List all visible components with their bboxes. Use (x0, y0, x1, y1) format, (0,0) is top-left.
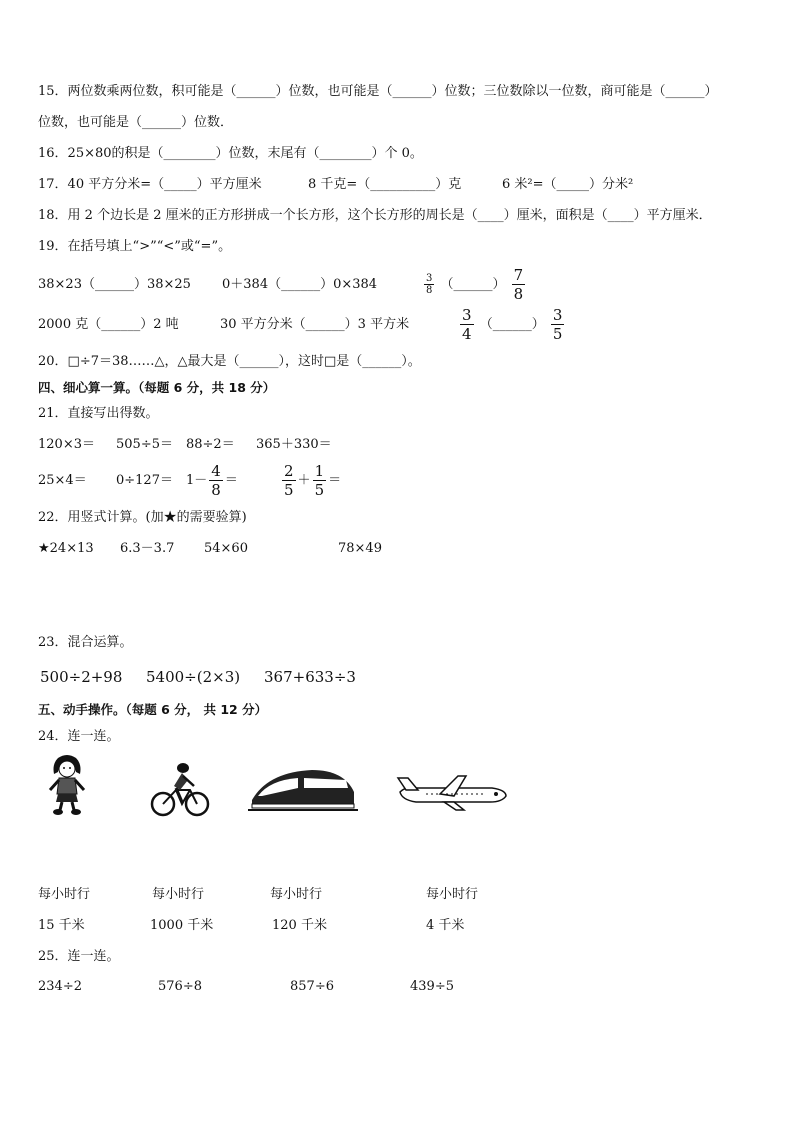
q19-b1: 2000 克（______）2 吨 (38, 317, 179, 332)
q22-item: ★24×13 (38, 541, 94, 556)
q19-b3: $\frac{3}{4}$ （______） $\frac{3}{5}$ (462, 306, 563, 343)
q21-title: 21．直接写出得数。 (38, 406, 159, 421)
speed-label: 每小时行 (270, 887, 323, 902)
speed-value: 120 千米 (272, 918, 327, 933)
q21-r1-0: 120×3＝ (38, 437, 95, 452)
section-5-heading: 五、动手操作。（每题 6 分， 共 12 分） (38, 702, 268, 717)
q19-a1: 38×23（______）38×25 (38, 277, 191, 292)
q17-c: 6 米²=（_____）分米² (502, 177, 634, 192)
q21-r1-2: 88÷2＝ (186, 437, 235, 452)
q22-title: 22．用竖式计算。(加★的需要验算) (38, 510, 247, 525)
cyclist-icon (150, 760, 210, 818)
q23-item: 367+633÷3 (264, 668, 356, 686)
q21-r2b: 0÷127＝ (116, 473, 173, 488)
q17-a: 17．40 平方分米=（_____）平方厘米 (38, 177, 262, 192)
q21-r1-3: 365＋330＝ (256, 437, 332, 452)
q21-r2c: 1－ $\frac{4}{8}$ ＝ (186, 462, 238, 499)
q17-b: 8 千克=（__________）克 (308, 177, 462, 192)
section-4-heading: 四、细心算一算。（每题 6 分，共 18 分） (38, 380, 276, 395)
q21-r2a: 25×4＝ (38, 473, 87, 488)
speed-label: 每小时行 (152, 887, 205, 902)
q15-line2: 位数，也可能是（______）位数． (38, 115, 234, 130)
q25-item: 439÷5 (410, 979, 454, 994)
q22-item: 6.3－3.7 (120, 541, 175, 556)
speed-label: 每小时行 (426, 887, 479, 902)
q19-b2: 30 平方分米（______）3 平方米 (220, 317, 410, 332)
fraction: $\frac{3}{8}$ (426, 273, 433, 296)
q23-item: 500÷2+98 (40, 668, 123, 686)
fraction: $\frac{2}{5}$ (284, 462, 294, 499)
q23-item: 5400÷(2×3) (146, 668, 241, 686)
q21-r1-1: 505÷5＝ (116, 437, 173, 452)
q22-item: 78×49 (338, 541, 382, 556)
q22-item: 54×60 (204, 541, 248, 556)
q23-title: 23．混合运算。 (38, 635, 133, 650)
q15-line1: 15．两位数乘两位数，积可能是（______）位数，也可能是（______）位数；三位数除以一位数，商可能是（______） (38, 84, 718, 99)
q25-title: 25．连一连。 (38, 949, 120, 964)
q19-a2: 0＋384（______）0×384 (222, 277, 378, 292)
girl-icon (44, 754, 90, 816)
q18: 18．用 2 个边长是 2 厘米的正方形拼成一个长方形，这个长方形的周长是（____）厘米，面积是（____）平方厘米． (38, 208, 712, 223)
q25-item: 857÷6 (290, 979, 334, 994)
q16: 16．25×80的积是（________）位数，末尾有（________）个 0。 (38, 146, 423, 161)
airplane-icon (396, 774, 508, 812)
q24-title: 24．连一连。 (38, 729, 120, 744)
speed-label: 每小时行 (38, 887, 91, 902)
fraction: $\frac{1}{5}$ (314, 462, 325, 499)
q19-a3: $\frac{3}{8}$ （______） $\frac{7}{8}$ (426, 266, 524, 303)
fraction: $\frac{7}{8}$ (513, 266, 524, 303)
q19-title: 19．在括号填上“>”“<”或“=”。 (38, 239, 232, 254)
q21-r2d: $\frac{2}{5}$ ＋ $\frac{1}{5}$ ＝ (284, 462, 342, 499)
q25-item: 234÷2 (38, 979, 82, 994)
train-icon (248, 766, 358, 814)
speed-value: 4 千米 (426, 918, 465, 933)
speed-value: 1000 千米 (150, 918, 214, 933)
q25-item: 576÷8 (158, 979, 202, 994)
fraction: $\frac{4}{8}$ (211, 462, 221, 499)
fraction: $\frac{3}{5}$ (552, 306, 563, 343)
q20: 20．□÷7＝38……△，△最大是（______），这时□是（______）。 (38, 354, 421, 369)
speed-value: 15 千米 (38, 918, 85, 933)
fraction: $\frac{3}{4}$ (462, 306, 472, 343)
